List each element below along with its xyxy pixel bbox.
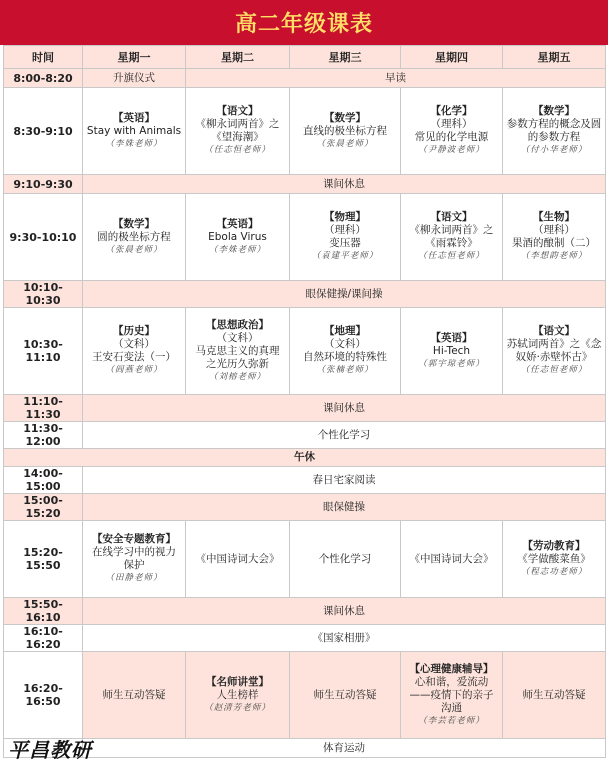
lesson-cell (83, 521, 186, 598)
lesson-teacher: （尹静波老师） (418, 145, 485, 155)
lesson-cell (186, 194, 290, 281)
table-row (4, 598, 606, 625)
time-cell: 8:00-8:20 (4, 69, 83, 88)
lesson-cell (503, 521, 606, 598)
lunch-cell: 午休 (4, 449, 606, 467)
lesson-teacher: （张晨老师） (105, 244, 163, 255)
lesson-cell (186, 308, 290, 395)
lesson-subject: 【思想政治】 (206, 318, 269, 331)
time-cell: 10:10-10:30 (4, 281, 83, 308)
lesson-line: 《柳永词两首》之 (195, 118, 280, 130)
lesson-subject: 【物理】 (324, 211, 366, 223)
lesson-line: （文科） (216, 331, 259, 344)
lesson-line: 果酒的酿制（二） (512, 237, 596, 249)
header-mon: 星期一 (83, 46, 186, 69)
lesson-line: 《雨霖铃》 (425, 237, 478, 249)
lesson-line: Ebola Virus (208, 230, 267, 243)
lesson-subject: 【英语】 (216, 217, 259, 230)
lesson-subject: 【历史】 (113, 325, 155, 337)
activity-cell: 《国家相册》 (83, 625, 606, 652)
lesson-subject: 【语文】 (216, 105, 259, 117)
header-time: 时间 (4, 46, 83, 69)
activity-cell: 个性化学习 (83, 422, 606, 449)
lesson-subject: 【劳动教育】 (522, 539, 586, 552)
lesson-cell (290, 308, 401, 395)
activity-cell: 《中国诗词大会》 (401, 521, 503, 598)
lesson-cell (186, 88, 290, 175)
lesson-line: 圆的极坐标方程 (97, 230, 171, 243)
activity-cell: 早读 (186, 69, 606, 88)
lesson-subject: 【名师讲堂】 (206, 675, 269, 688)
lesson-cell (83, 194, 186, 281)
lesson-line: 心和谐，爱流动 (414, 675, 489, 688)
table-row (4, 494, 606, 521)
lesson-subject: 【英语】 (430, 331, 473, 344)
lesson-teacher: （任志恒老师） (204, 145, 271, 155)
activity-cell: 《中国诗词大会》 (186, 521, 290, 598)
table-row (4, 281, 606, 308)
lesson-teacher: （刘榕老师） (208, 371, 266, 382)
time-cell: 10:30-11:10 (4, 308, 83, 395)
lesson-subject: 【英语】 (113, 111, 155, 124)
activity-cell: 课间休息 (83, 395, 606, 422)
lesson-teacher: （田静老师） (105, 573, 163, 583)
activity-cell: 师生互动答疑 (290, 652, 401, 739)
lesson-teacher: （李姝老师） (105, 138, 163, 149)
lesson-cell (83, 308, 186, 395)
lesson-line: 马克思主义的真理 (195, 344, 280, 357)
table-row (4, 194, 606, 281)
lesson-subject: 【数学】 (113, 217, 155, 230)
header-row (4, 46, 606, 69)
lesson-line: 保护 (123, 559, 145, 571)
lesson-subject: 【地理】 (324, 325, 366, 337)
lunch-row (4, 449, 606, 467)
lesson-subject: 【心理健康辅导】 (409, 662, 494, 675)
table-row (4, 175, 606, 194)
lesson-line: （理科） (533, 224, 575, 236)
lesson-line: Hi-Tech (432, 344, 471, 357)
lesson-subject: 【数学】 (324, 111, 366, 124)
activity-cell: 师生互动答疑 (503, 652, 606, 739)
activity-cell: 眼保健操/课间操 (83, 281, 606, 308)
lesson-teacher: （赵清芳老师） (204, 702, 271, 713)
table-row (4, 739, 606, 758)
watermark: 平昌教研 (8, 738, 92, 762)
time-cell: 11:30-12:00 (4, 422, 83, 449)
time-cell: 8:30-9:10 (4, 88, 83, 175)
lesson-line: 人生榜样 (216, 688, 259, 701)
activity-cell: 升旗仪式 (83, 69, 186, 88)
lesson-teacher: （李想韵老师） (520, 251, 588, 261)
lesson-cell (401, 308, 503, 395)
lesson-line: 沟通 (441, 701, 462, 714)
lesson-line: （文科） (324, 338, 366, 350)
lesson-teacher: （李芸若老师） (418, 715, 485, 726)
lesson-line: 常见的化学电源 (414, 131, 489, 143)
table-row (4, 395, 606, 422)
lesson-cell (401, 652, 503, 739)
lesson-teacher: （张晨老师） (316, 138, 374, 149)
table-row (4, 88, 606, 175)
lesson-subject: 【语文】 (430, 211, 473, 223)
lesson-line: 奴娇·赤壁怀古》 (515, 351, 593, 363)
activity-cell: 体育运动 (83, 739, 606, 758)
lesson-subject: 【语文】 (533, 325, 575, 337)
lesson-line: 之光历久弥新 (206, 357, 269, 370)
activity-cell: 眼保健操 (83, 494, 606, 521)
activity-cell: 春日宅家阅读 (83, 467, 606, 494)
activity-cell: 课间休息 (83, 598, 606, 625)
title-bar (0, 0, 608, 45)
table-row (4, 467, 606, 494)
lesson-subject: 【化学】 (430, 105, 473, 117)
header-thu: 星期四 (401, 46, 503, 69)
lesson-line: 参数方程的概念及圆 (506, 118, 602, 130)
table-row (4, 625, 606, 652)
lesson-teacher: （付小华老师） (520, 145, 588, 155)
lesson-teacher: （郭宇琼老师） (418, 358, 485, 369)
timetable (3, 45, 606, 758)
lesson-cell (290, 88, 401, 175)
table-row (4, 652, 606, 739)
table-row (4, 521, 606, 598)
lesson-line: 在线学习中的视力 (92, 546, 176, 558)
time-cell: 16:10-16:20 (4, 625, 83, 652)
lesson-subject: 【生物】 (533, 211, 575, 223)
lesson-cell (401, 88, 503, 175)
lesson-subject: 【安全专题教育】 (92, 533, 176, 545)
lesson-line: （理科） (430, 118, 473, 130)
activity-cell: 个性化学习 (290, 521, 401, 598)
lesson-line: （文科） (113, 338, 155, 350)
lesson-teacher: （袁建平老师） (311, 251, 379, 261)
time-cell: 16:20-16:50 (4, 652, 83, 739)
lesson-cell (186, 652, 290, 739)
time-cell: 9:30-10:10 (4, 194, 83, 281)
lesson-line: 自然环境的特殊性 (303, 351, 387, 363)
lesson-line: ——疫情下的亲子 (409, 688, 494, 701)
lesson-cell (503, 308, 606, 395)
lesson-teacher: （李姝老师） (208, 244, 266, 255)
activity-cell: 课间休息 (83, 175, 606, 194)
header-tue: 星期二 (186, 46, 290, 69)
lesson-teacher: （任志恒老师） (520, 365, 588, 375)
lesson-line: 王安石变法（一） (92, 351, 176, 363)
table-row (4, 308, 606, 395)
activity-cell: 师生互动答疑 (83, 652, 186, 739)
time-cell: 14:00-15:00 (4, 467, 83, 494)
lesson-cell (503, 88, 606, 175)
time-cell: 15:20-15:50 (4, 521, 83, 598)
header-wed: 星期三 (290, 46, 401, 69)
lesson-line: 变压器 (329, 237, 361, 249)
lesson-line: 苏轼词两首》之《念 (506, 338, 602, 350)
time-cell: 15:00-15:20 (4, 494, 83, 521)
time-cell: 15:50-16:10 (4, 598, 83, 625)
time-cell: 9:10-9:30 (4, 175, 83, 194)
lesson-line: （理科） (324, 224, 366, 236)
lesson-teacher: （任志恒老师） (418, 251, 485, 261)
lesson-cell (401, 194, 503, 281)
table-row (4, 422, 606, 449)
lesson-subject: 【数学】 (533, 105, 575, 117)
header-fri: 星期五 (503, 46, 606, 69)
lesson-cell (503, 194, 606, 281)
lesson-line: 《柳永词两首》之 (409, 224, 494, 236)
table-row (4, 69, 606, 88)
lesson-line: 的参数方程 (527, 131, 581, 143)
page-title: 高二年级课表 (234, 12, 373, 37)
lesson-cell (290, 194, 401, 281)
lesson-line: Stay with Animals (86, 124, 182, 137)
lesson-teacher: （阎燕老师） (105, 365, 163, 375)
lesson-teacher: （张楠老师） (316, 365, 374, 375)
lesson-line: 《学做酸菜鱼》 (517, 552, 591, 565)
time-cell: 11:10-11:30 (4, 395, 83, 422)
lesson-teacher: （程志功老师） (520, 566, 588, 577)
lesson-line: 直线的极坐标方程 (303, 124, 387, 137)
lesson-line: 《望海潮》 (211, 131, 264, 143)
lesson-cell (83, 88, 186, 175)
